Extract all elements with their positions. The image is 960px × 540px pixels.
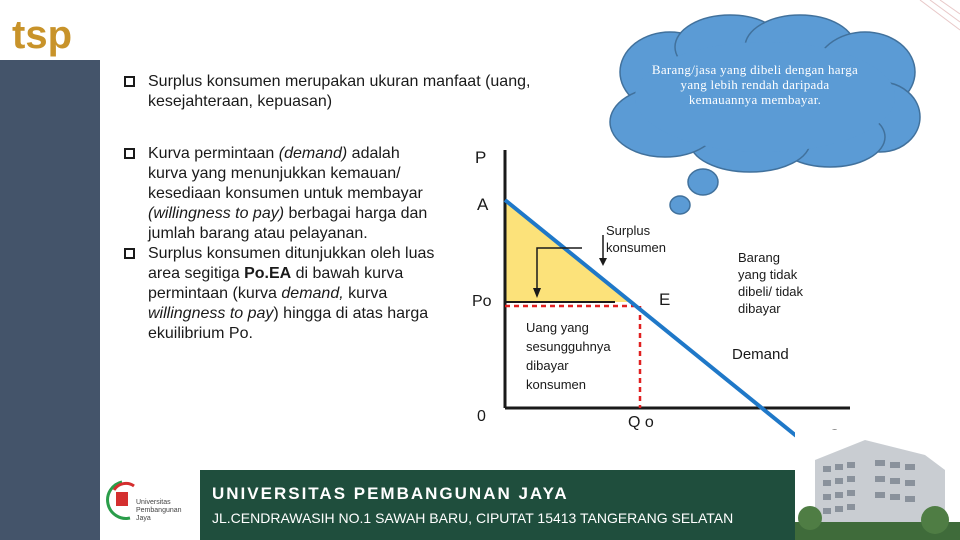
uang-line: dibayar [526,358,569,373]
bullet-text: di bawah kurva permintaan (kurva [148,265,404,302]
university-address: JL.CENDRAWASIH NO.1 SAWAH BARU, CIPUTAT 15413 TANGERANG SELATAN [212,510,734,526]
checkbox-bullet-icon [124,248,135,259]
qo-label: Q o [628,414,654,431]
barang-line: dibeli/ tidak [738,284,804,299]
bullet-text: Surplus konsumen merupakan ukuran manfaat (uang, kesejahteraan, kepuasan) [148,73,531,110]
barang-line: Barang [738,250,780,265]
tsp-logo [10,10,100,58]
uang-line: sesungguhnya [526,339,611,354]
p-axis-label: P [475,148,487,167]
bullet-item-surplus-definition [124,72,568,112]
bullet-bold: Po.EA [244,265,292,282]
footer-bar [200,470,795,540]
svg-text:Jaya: Jaya [136,515,151,522]
surplus-line-2: konsumen [606,240,666,255]
bullet-emphasis: demand, [281,285,344,302]
barang-line: yang tidak [738,267,798,282]
surplus-arrowhead [599,258,607,266]
e-label: E [659,290,671,309]
bullet-text: berbagai harga dan jumlah barang atau pelayanan. [148,205,428,242]
barang-line: dibayar [738,301,781,316]
university-name: UNIVERSITAS PEMBANGUNAN JAYA [212,484,569,503]
svg-text:Universitas: Universitas [136,499,171,506]
svg-text:Pembangunan: Pembangunan [136,507,182,514]
building-photo [795,430,960,540]
barang-tidak-dibeli-label [738,249,803,317]
left-sidebar-bar [0,60,100,540]
bullet-item-demand-curve [124,144,438,244]
bullet-text: kurva [343,285,388,302]
bullet-emphasis: (demand) [278,145,348,162]
bullet-text: ) hingga di atas harga ekuilibrium Po. [148,305,429,342]
uang-line: Uang yang [526,320,589,335]
uang-dibayar-label [526,318,611,394]
zero-label: 0 [477,408,486,425]
checkbox-bullet-icon [124,148,135,159]
bullet-emphasis: (willingness to pay) [148,205,285,222]
surplus-konsumen-label [606,222,666,256]
university-logo [104,474,196,534]
bullet-text: adalah kurva yang menunjukkan kemauan/ kesediaan konsumen untuk membayar [148,145,423,202]
demand-label: Demand [732,346,789,363]
uang-line: konsumen [526,377,586,392]
bullet-emphasis: willingness to pay [148,305,274,322]
bullet-text: Surplus konsumen ditunjukkan oleh luas area segitiga [148,245,435,282]
cloud-text: Barang/jasa yang dibeli dengan harga yang lebih rendah daripada kemauannya membayar. [651,62,859,107]
bullet-item-surplus-area [124,244,438,344]
surplus-line-1: Surplus [606,223,651,238]
a-label: A [477,195,489,214]
bullet-text: Kurva permintaan [148,145,279,162]
svg-text:tsp: tsp [12,13,72,57]
po-label: Po [472,293,492,310]
checkbox-bullet-icon [124,76,135,87]
